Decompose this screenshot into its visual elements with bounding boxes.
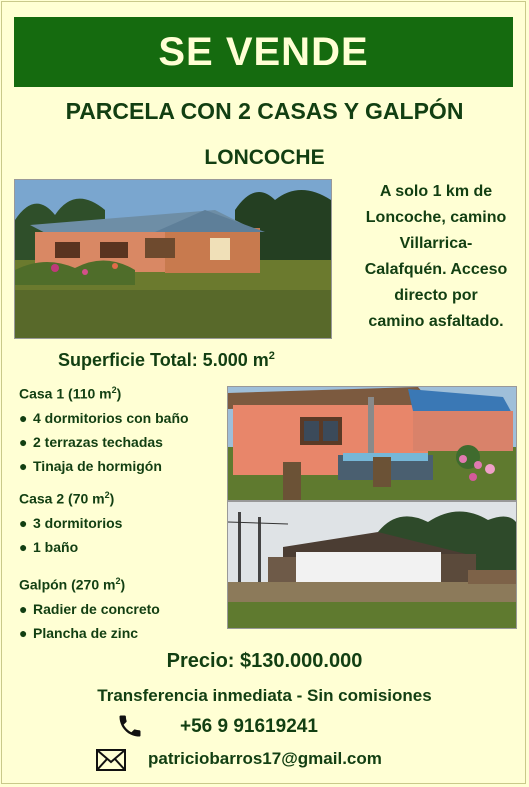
list-item-text: 2 terrazas techadas [33, 433, 163, 450]
location-description [346, 179, 526, 335]
list-item-text: 3 dormitorios [33, 514, 123, 531]
casa1-section [19, 385, 189, 478]
galpon-section [19, 576, 160, 645]
list-item [19, 535, 122, 559]
list-item-text: Radier de concreto [33, 600, 160, 617]
location-title: LONCOCHE [204, 146, 325, 169]
galpon-heading [19, 576, 160, 593]
galpon-close: ) [120, 576, 126, 593]
transfer-note: Transferencia inmediata - Sin comisiones [97, 686, 432, 705]
house-photo [14, 179, 332, 339]
casa2-head-text: Casa 2 (70 m [19, 490, 105, 507]
bullet-icon: ● [19, 514, 28, 531]
casa1-close: ) [116, 385, 122, 402]
phone-icon [116, 712, 144, 745]
total-area [58, 350, 275, 371]
list-item-text: 1 baño [33, 538, 79, 555]
email-address[interactable]: patriciobarros17@gmail.com [148, 749, 382, 768]
bullet-icon: ● [19, 409, 28, 426]
area-exponent: 2 [268, 350, 275, 362]
list-item [19, 597, 160, 621]
bullet-icon: ● [19, 457, 28, 474]
galpon-photo [227, 501, 517, 629]
list-item [19, 454, 189, 478]
casa1-exponent: 2 [111, 385, 117, 395]
bullet-icon: ● [19, 624, 28, 641]
list-item [19, 511, 122, 535]
price: Precio: $130.000.000 [166, 650, 363, 672]
description-line: Calafquén. Acceso [364, 261, 508, 278]
bullet-icon: ● [19, 433, 28, 450]
hot-tub-photo [227, 386, 517, 501]
galpon-head-text: Galpón (270 m [19, 576, 116, 593]
description-line: Loncoche, camino [365, 209, 507, 226]
list-item [19, 406, 189, 430]
casa2-close: ) [109, 490, 115, 507]
list-item [19, 621, 160, 645]
area-label: Superficie Total: 5.000 m [58, 350, 269, 370]
description-line: A solo 1 km de [379, 183, 493, 200]
list-item-text: Plancha de zinc [33, 624, 139, 641]
banner-text: SE VENDE [158, 29, 369, 74]
list-item [19, 430, 189, 454]
casa2-exponent: 2 [104, 490, 110, 500]
casa1-heading [19, 385, 189, 402]
list-item-text: 4 dormitorios con baño [33, 409, 189, 426]
listing-title: PARCELA CON 2 CASAS Y GALPÓN [65, 98, 464, 124]
description-line: Villarrica- [399, 235, 473, 252]
galpon-exponent: 2 [115, 576, 121, 586]
for-sale-banner [14, 17, 513, 87]
bullet-icon: ● [19, 600, 28, 617]
casa2-heading [19, 490, 122, 507]
description-line: camino asfaltado. [368, 313, 504, 330]
description-line: directo por [394, 287, 478, 304]
phone-number[interactable]: +56 9 91619241 [180, 716, 318, 737]
bullet-icon: ● [19, 538, 28, 555]
mail-icon [96, 748, 126, 777]
casa1-head-text: Casa 1 (110 m [19, 385, 112, 402]
list-item-text: Tinaja de hormigón [33, 457, 162, 474]
casa2-section [19, 490, 122, 559]
